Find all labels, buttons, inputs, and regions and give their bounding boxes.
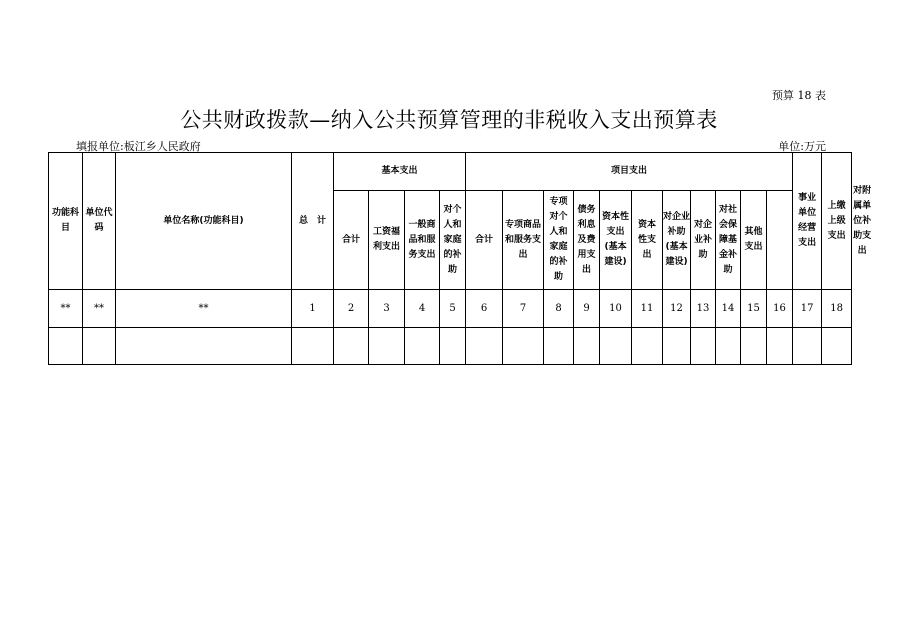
empty-cell <box>600 328 632 365</box>
empty-cell <box>632 328 663 365</box>
cell-8: 5 <box>440 290 466 328</box>
header-basic-subtotal: 合计 <box>334 191 369 290</box>
cell-12: 9 <box>574 290 600 328</box>
cell-16: 13 <box>691 290 716 328</box>
empty-cell <box>466 328 503 365</box>
cell-4: 1 <box>292 290 334 328</box>
empty-cell <box>716 328 741 365</box>
header-other: 其他支出 <box>741 191 767 290</box>
empty-cell <box>116 328 292 365</box>
header-enterprise: 对企业补助 <box>691 191 716 290</box>
cell-21: 18 <box>822 290 852 328</box>
empty-cell <box>793 328 822 365</box>
header-social-fund: 对社会保障基金补助 <box>716 191 741 290</box>
header-unit-code: 单位代码 <box>83 153 116 290</box>
cell-19: 16 <box>767 290 793 328</box>
empty-cell <box>822 328 852 365</box>
cell-10: 7 <box>503 290 544 328</box>
header-special-goods: 专项商品和服务支出 <box>503 191 544 290</box>
empty-cell <box>334 328 369 365</box>
empty-cell <box>405 328 440 365</box>
header-personal: 对个人和家庭的补助 <box>440 191 466 290</box>
empty-cell <box>741 328 767 365</box>
empty-cell <box>691 328 716 365</box>
header-unit-name: 单位名称(功能科目) <box>116 153 292 290</box>
budget-table: 功能科目 单位代码 单位名称(功能科目) 总 计 基本支出 项目支出 事业单位经营支出 上缴上级支出 对附属单位补助支出 合计 工资福利支出 一般商品和服务支出 对个人和家庭的补助 合计 专项商品和服务支出 专项对个人和家庭的补助 债务利息及费用支出 资本性支出(基本建设) 资本性支出 对企业补助(基本建设) 对企业补助 对社会保障基金补助 其他支出 ** ** ** 1 2 3 4 5 6 7 8 9 10 11 12 13 14 15 16 17 18 <box>48 152 852 365</box>
table-row-empty <box>49 328 852 365</box>
header-project-subtotal: 合计 <box>466 191 503 290</box>
cell-18: 15 <box>741 290 767 328</box>
header-basic: 基本支出 <box>334 153 466 191</box>
header-special-personal: 专项对个人和家庭的补助 <box>544 191 574 290</box>
cell-17: 14 <box>716 290 741 328</box>
cell-20: 17 <box>793 290 822 328</box>
cell-6: 3 <box>369 290 405 328</box>
cell-5: 2 <box>334 290 369 328</box>
form-number: 预算 18 表 <box>772 89 826 102</box>
empty-cell <box>544 328 574 365</box>
cell-2: ** <box>83 290 116 328</box>
cell-3: ** <box>116 290 292 328</box>
cell-13: 10 <box>600 290 632 328</box>
empty-cell <box>83 328 116 365</box>
empty-cell <box>49 328 83 365</box>
empty-cell <box>369 328 405 365</box>
money-unit: 单位:万元 <box>778 140 826 153</box>
cell-7: 4 <box>405 290 440 328</box>
header-wages: 工资福利支出 <box>369 191 405 290</box>
table-row-numbers <box>49 290 852 328</box>
header-debt: 债务利息及费用支出 <box>574 191 600 290</box>
fill-unit: 填报单位:板江乡人民政府 <box>76 140 201 153</box>
cell-9: 6 <box>466 290 503 328</box>
empty-cell <box>574 328 600 365</box>
empty-cell <box>503 328 544 365</box>
header-func-code: 功能科目 <box>49 153 83 290</box>
cell-15: 12 <box>663 290 691 328</box>
empty-cell <box>292 328 334 365</box>
empty-cell <box>663 328 691 365</box>
header-total: 总 计 <box>292 153 334 290</box>
cell-11: 8 <box>544 290 574 328</box>
cell-14: 11 <box>632 290 663 328</box>
header-upper: 上缴上级支出 <box>822 153 852 290</box>
header-capital2: 资本性支出 <box>632 191 663 290</box>
header-project: 项目支出 <box>466 153 793 191</box>
cell-1: ** <box>49 290 83 328</box>
header-capital: 资本性支出(基本建设) <box>600 191 632 290</box>
header-enterprise-capital: 对企业补助(基本建设) <box>663 191 691 290</box>
header-public-inst: 事业单位经营支出 <box>793 153 822 290</box>
empty-cell <box>440 328 466 365</box>
header-goods: 一般商品和服务支出 <box>405 191 440 290</box>
page-title: 公共财政拨款—纳入公共预算管理的非税收入支出预算表 <box>180 108 718 132</box>
empty-cell <box>767 328 793 365</box>
